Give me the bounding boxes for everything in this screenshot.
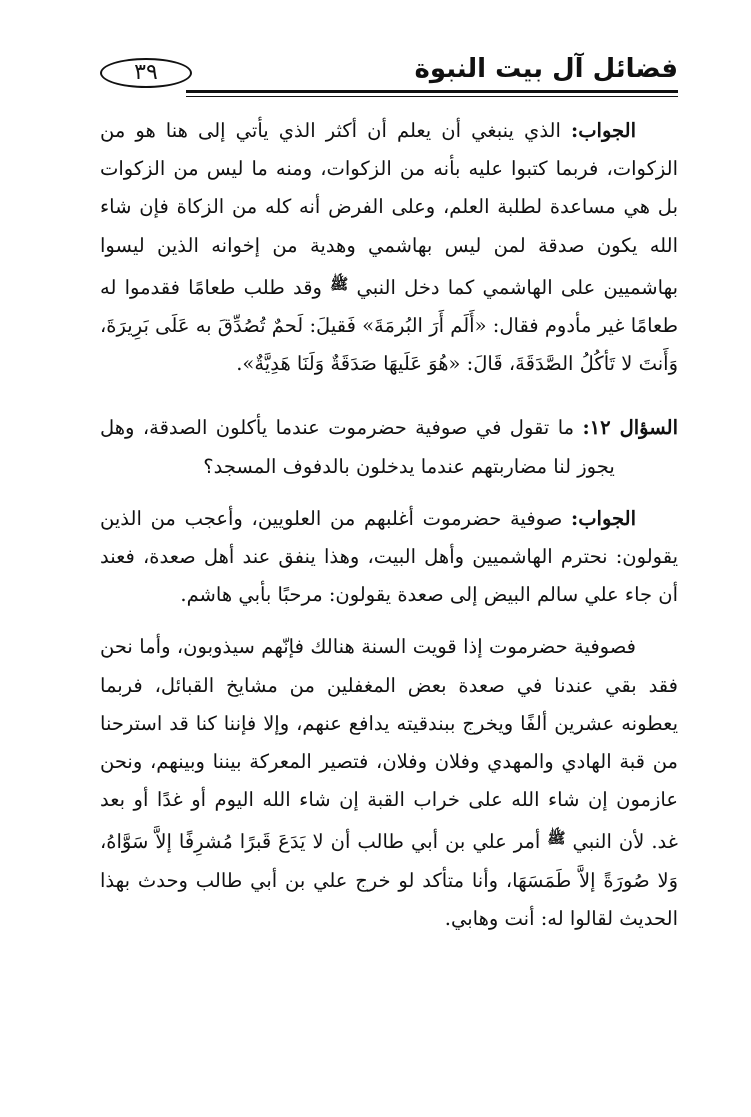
answer-paragraph-1: [100, 112, 678, 383]
paragraph-gap: [100, 383, 678, 409]
question-label: السؤال ١٢:: [582, 416, 679, 440]
question-continuation: يجوز لنا مضاربتهم عندما يدخلون بالدفوف المسجد؟: [203, 454, 615, 478]
honorific-glyph: ﷺ: [330, 274, 349, 293]
body-text-part: فصوفية حضرموت إذا قويت السنة هنالك فإنّهم سيذوبون، وأما نحن فقد بقي عندنا في صعدة بعض المغفلين من مشايخ القبائل، فربما يعطونه عشرين ألفًا ويخرج ببندقيته يدافع عنهم، وإلا فإننا كنا قد استرحنا من قبة الهادي والمهدي وفلان وفلان، فتصير المعركة بيننا وبينهم، ونحن عازمون إن شاء الله على خراب القبة إن شاء الله اليوم أو غدًا أو بعد غد. لأن النبي: [100, 635, 678, 854]
book-title: فضائل آل بيت النبوة: [414, 54, 678, 84]
answer-text-part: وقد طلب طعامًا فقدموا له طعامًا غير مأدوم فقال: «أَلَم أَرَ البُرمَةَ» فَقيلَ: لَحمٌ تُصُدِّقَ به عَلَى بَرِيرَةَ، وَأَنتَ لا تَأكُلُ الصَّدَقَةَ، قَالَ: «هُوَ عَلَيهَا صَدَقَةٌ وَلَنَا هَدِيَّةٌ».: [100, 275, 678, 376]
page-body: [100, 112, 678, 938]
paragraph-gap: [100, 614, 678, 628]
answer-text: صوفية حضرموت أغلبهم من العلويين، وأعجب من الذين يقولون: نحترم الهاشميين وأهل البيت، وهذا ينفق عند أهل صعدة، فعند أن جاء علي سالم البيض إلى صعدة يقولون: مرحبًا بأبي هاشم.: [100, 506, 678, 607]
question-text: ما تقول في صوفية حضرموت عندما يأكلون الصدقة، وهل: [100, 416, 583, 440]
answer-label: الجواب:: [571, 119, 636, 142]
header-rule-thick: [186, 90, 678, 93]
body-paragraph-3: [100, 628, 678, 938]
honorific-glyph: ﷺ: [547, 829, 566, 848]
page-number: ٣٩: [100, 58, 192, 88]
body-text-part: أمر علي بن أبي طالب أن لا يَدَعَ قَبرًا مُشرِفًا إلاَّ سَوَّاهُ، وَلا صُورَةً إلاَّ طَمَسَهَا، وأنا متأكد لو خرج علي بن أبي طالب وحدث بهذا الحديث لقالوا له: أنت وهابي.: [100, 830, 678, 930]
question-block: [100, 409, 678, 485]
page-header: [100, 52, 678, 98]
paragraph-gap: [100, 486, 678, 500]
header-rule-thin: [186, 96, 678, 97]
question-line: [100, 409, 678, 447]
answer-paragraph-2: [100, 500, 678, 615]
answer-label: الجواب:: [571, 506, 636, 530]
answer-text-part: الذي ينبغي أن يعلم أن أكثر الذي يأتي إلى هنا هو من الزكوات، فربما كتبوا عليه بأنه من الزكوات، ومنه ما ليس من الزكوات بل هي مساعدة لطلبة العلم، وعلى الفرض أنه كله من الزكاة فإن شاء الله يكون صدقة لمن ليس بهاشمي وهدية من إخوانه الذين ليسوا بهاشميين على الهاشمي كما دخل النبي: [100, 119, 678, 299]
